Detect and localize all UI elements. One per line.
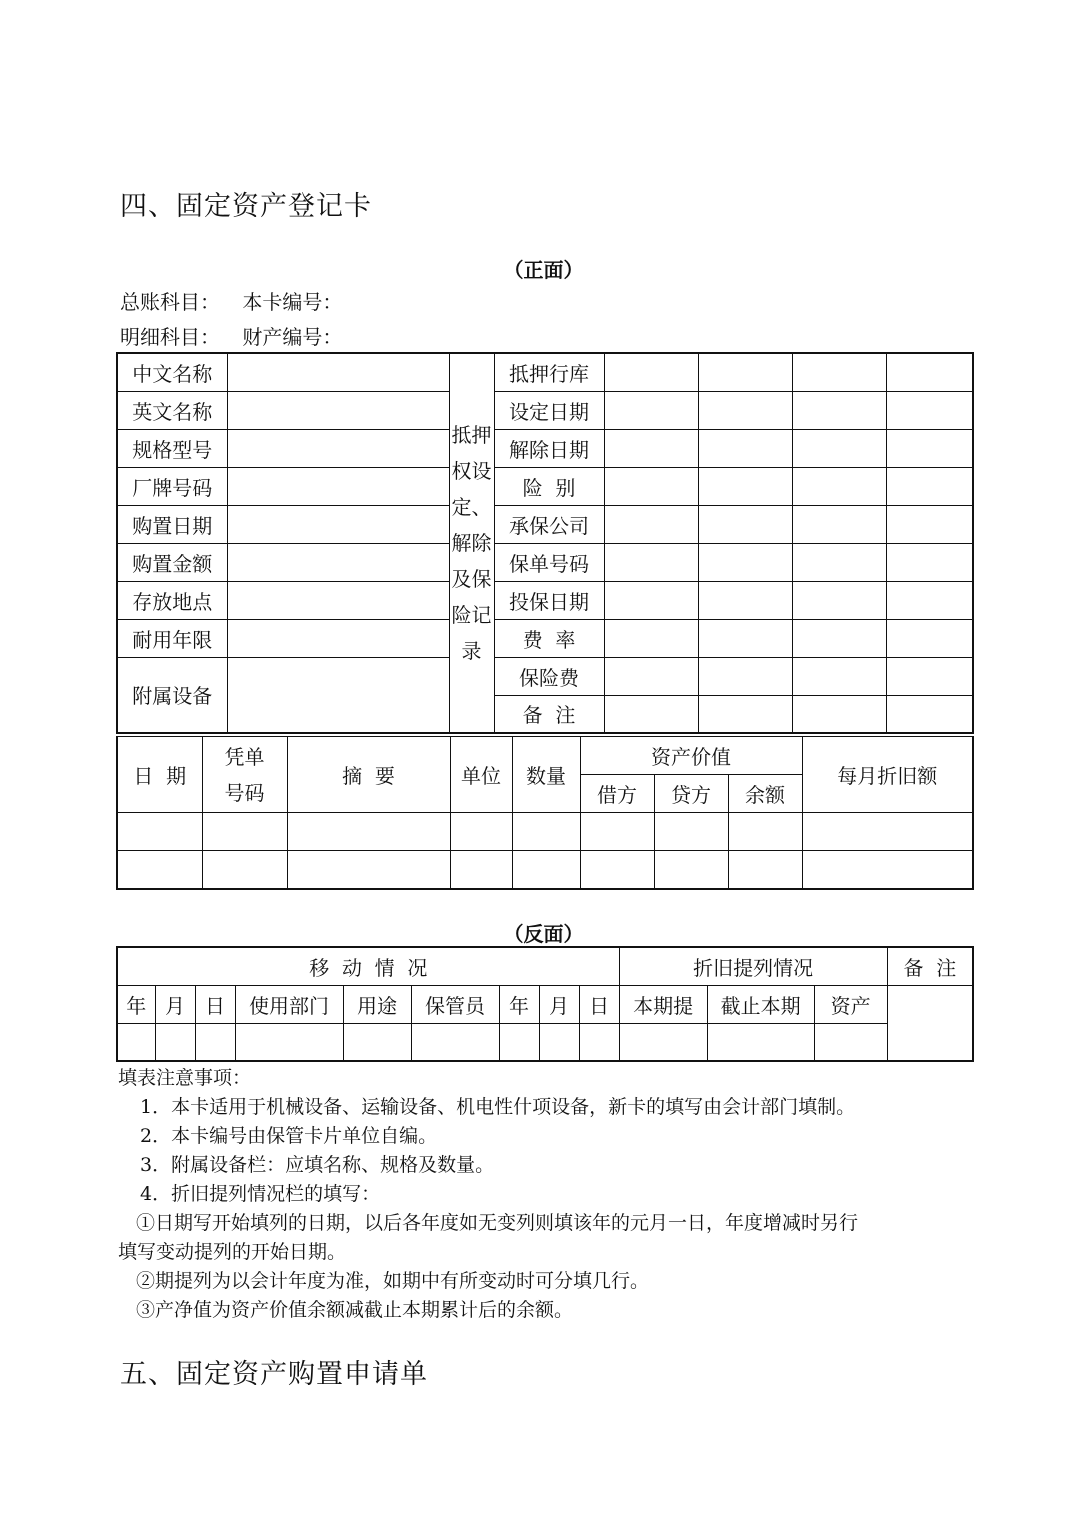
header-month-2: 月 [539,985,579,1023]
mortgage-value[interactable] [886,581,973,619]
movement-cell[interactable] [155,1023,195,1061]
movement-cell[interactable] [707,1023,814,1061]
field-value[interactable] [227,543,449,581]
field-value[interactable] [227,581,449,619]
table-row [117,467,973,505]
table-row [117,581,973,619]
mortgage-field-label: 备 注 [494,695,604,733]
table-row [117,851,973,889]
mortgage-value[interactable] [792,467,886,505]
ledger-cell[interactable] [117,813,202,851]
back-label: （反面） [503,922,584,946]
ledger-cell[interactable] [202,813,287,851]
ledger-cell[interactable] [654,813,728,851]
mortgage-field-label: 费 率 [494,619,604,657]
asset-info-table [116,352,974,734]
mortgage-value[interactable] [886,619,973,657]
table-row [117,543,973,581]
notes-heading: 填表注意事项： [118,1067,252,1089]
mortgage-value[interactable] [604,505,698,543]
header-unit: 单位 [450,737,512,813]
movement-cell[interactable] [411,1023,499,1061]
header-keeper: 保管员 [411,985,499,1023]
table-row [117,737,973,775]
table-row [117,947,973,985]
field-value[interactable] [227,429,449,467]
header-credit: 贷方 [654,775,728,813]
table-row [117,353,973,391]
front-label: （正面） [503,258,584,282]
header-date: 日 期 [117,737,202,813]
mortgage-value[interactable] [604,581,698,619]
field-label: 购置日期 [117,505,227,543]
mortgage-value[interactable] [604,543,698,581]
header-month: 月 [155,985,195,1023]
header-quantity: 数量 [512,737,580,813]
mortgage-field-label: 设定日期 [494,391,604,429]
movement-cell[interactable] [195,1023,235,1061]
mortgage-value[interactable] [698,467,792,505]
table-row [117,985,973,1023]
mortgage-field-label: 保险费 [494,657,604,695]
notes [118,1064,978,1325]
header-year: 年 [117,985,155,1023]
movement-cell[interactable] [499,1023,539,1061]
field-label: 购置金额 [117,543,227,581]
mortgage-value[interactable] [792,505,886,543]
ledger-cell[interactable] [287,813,450,851]
mortgage-value[interactable] [604,429,698,467]
movement-cell[interactable] [814,1023,887,1061]
header-day: 日 [195,985,235,1023]
note-item: ①日期写开始填列的日期，以后各年度如无变列则填该年的元月一日，年度增减时另行 [136,1212,859,1234]
note-item: ③产净值为资产价值余额减截止本期累计后的余额。 [136,1299,574,1321]
header-monthly-depreciation: 每月折旧额 [802,737,973,813]
section-title: 五、固定资产购置申请单 [120,1359,428,1390]
mortgage-value[interactable] [792,581,886,619]
mortgage-value[interactable] [886,429,973,467]
ledger-cell[interactable] [802,851,973,889]
header-current: 本期提 [619,985,707,1023]
mortgage-value[interactable] [792,619,886,657]
mortgage-value[interactable] [792,391,886,429]
field-label: 中文名称 [117,353,227,391]
mortgage-value[interactable] [698,429,792,467]
mortgage-value[interactable] [698,619,792,657]
header-asset-value: 资产价值 [580,737,802,775]
header-dept: 使用部门 [235,985,343,1023]
mortgage-value[interactable] [604,353,698,391]
movement-cell[interactable] [539,1023,579,1061]
movement-table [116,946,974,1062]
table-row [117,1023,973,1061]
header-depreciation: 折旧提列情况 [619,947,887,985]
ledger-cell[interactable] [580,813,654,851]
mortgage-value[interactable] [698,543,792,581]
ledger-cell[interactable] [450,851,512,889]
meta-row-1 [120,286,342,315]
mortgage-value[interactable] [886,695,973,733]
movement-cell[interactable] [235,1023,343,1061]
header-year-2: 年 [499,985,539,1023]
field-label: 附属设备 [117,657,227,733]
field-value[interactable] [227,505,449,543]
field-value[interactable] [227,467,449,505]
note-item: ②期提列为以会计年度为准，如期中有所变动时可分填几行。 [136,1270,650,1292]
table-row [117,391,973,429]
mortgage-value[interactable] [792,657,886,695]
mortgage-value[interactable] [792,695,886,733]
mortgage-value[interactable] [698,505,792,543]
mortgage-field-label: 保单号码 [494,543,604,581]
header-debit: 借方 [580,775,654,813]
header-movement: 移 动 情 况 [117,947,619,985]
mortgage-value[interactable] [698,581,792,619]
mortgage-group-label: 抵押权设定、解除及保险记录 [449,353,494,733]
mortgage-field-label: 承保公司 [494,505,604,543]
mortgage-value[interactable] [698,695,792,733]
header-usage: 用途 [343,985,411,1023]
header-summary: 摘 要 [287,737,450,813]
header-cumulative: 截止本期 [707,985,814,1023]
table-row [117,505,973,543]
field-label: 厂牌号码 [117,467,227,505]
mortgage-value[interactable] [604,695,698,733]
mortgage-value[interactable] [792,353,886,391]
mortgage-value[interactable] [886,467,973,505]
header-remarks: 备 注 [887,947,973,985]
mortgage-value[interactable] [604,657,698,695]
remarks-cell[interactable] [887,985,973,1061]
property-no-label: 财产编号： [242,325,343,349]
mortgage-field-label: 解除日期 [494,429,604,467]
field-label: 存放地点 [117,581,227,619]
note-item: 2．本卡编号由保管卡片单位自编。 [140,1125,438,1147]
ledger-cell[interactable] [117,851,202,889]
movement-cell[interactable] [619,1023,707,1061]
mortgage-value[interactable] [698,657,792,695]
header-day-2: 日 [579,985,619,1023]
detail-label: 明细科目： [120,325,220,349]
note-item: 1．本卡适用于机械设备、运输设备、机电性什项设备，新卡的填写由会计部门填制。 [140,1096,856,1118]
ledger-cell[interactable] [512,813,580,851]
header-voucher-no: 凭单号码 [202,737,287,813]
note-item: 3．附属设备栏：应填名称、规格及数量。 [140,1154,495,1176]
field-value[interactable] [227,391,449,429]
note-item: 填写变动提列的开始日期。 [118,1241,347,1263]
field-value[interactable] [227,619,449,657]
mortgage-value[interactable] [792,429,886,467]
field-value[interactable] [227,353,449,391]
card-no-label: 本卡编号： [242,290,343,314]
ledger-cell[interactable] [728,851,802,889]
table-row [117,657,973,695]
mortgage-value[interactable] [698,353,792,391]
ledger-label: 总账科目： [120,290,220,314]
mortgage-value[interactable] [886,353,973,391]
table-row [117,813,973,851]
movement-cell[interactable] [579,1023,619,1061]
mortgage-field-label: 抵押行库 [494,353,604,391]
ledger-cell[interactable] [287,851,450,889]
mortgage-field-label: 投保日期 [494,581,604,619]
mortgage-value[interactable] [886,543,973,581]
mortgage-value[interactable] [886,657,973,695]
mortgage-value[interactable] [886,505,973,543]
note-item: 4．折旧提列情况栏的填写： [140,1183,381,1205]
ledger-cell[interactable] [654,851,728,889]
meta-row-2 [120,321,342,350]
field-value[interactable] [227,657,449,733]
ledger-cell[interactable] [202,851,287,889]
mortgage-value[interactable] [698,391,792,429]
field-label: 耐用年限 [117,619,227,657]
table-row [117,429,973,467]
ledger-cell[interactable] [802,813,973,851]
mortgage-value[interactable] [604,619,698,657]
ledger-table [116,736,974,890]
ledger-cell[interactable] [580,851,654,889]
mortgage-value[interactable] [886,391,973,429]
mortgage-value[interactable] [792,543,886,581]
field-label: 英文名称 [117,391,227,429]
header-asset: 资产 [814,985,887,1023]
ledger-cell[interactable] [728,813,802,851]
mortgage-value[interactable] [604,467,698,505]
movement-cell[interactable] [343,1023,411,1061]
mortgage-field-label: 险 别 [494,467,604,505]
section-title: 四、固定资产登记卡 [120,191,372,222]
ledger-cell[interactable] [450,813,512,851]
header-balance: 余额 [728,775,802,813]
field-label: 规格型号 [117,429,227,467]
movement-cell[interactable] [117,1023,155,1061]
mortgage-value[interactable] [604,391,698,429]
ledger-cell[interactable] [512,851,580,889]
table-row [117,619,973,657]
